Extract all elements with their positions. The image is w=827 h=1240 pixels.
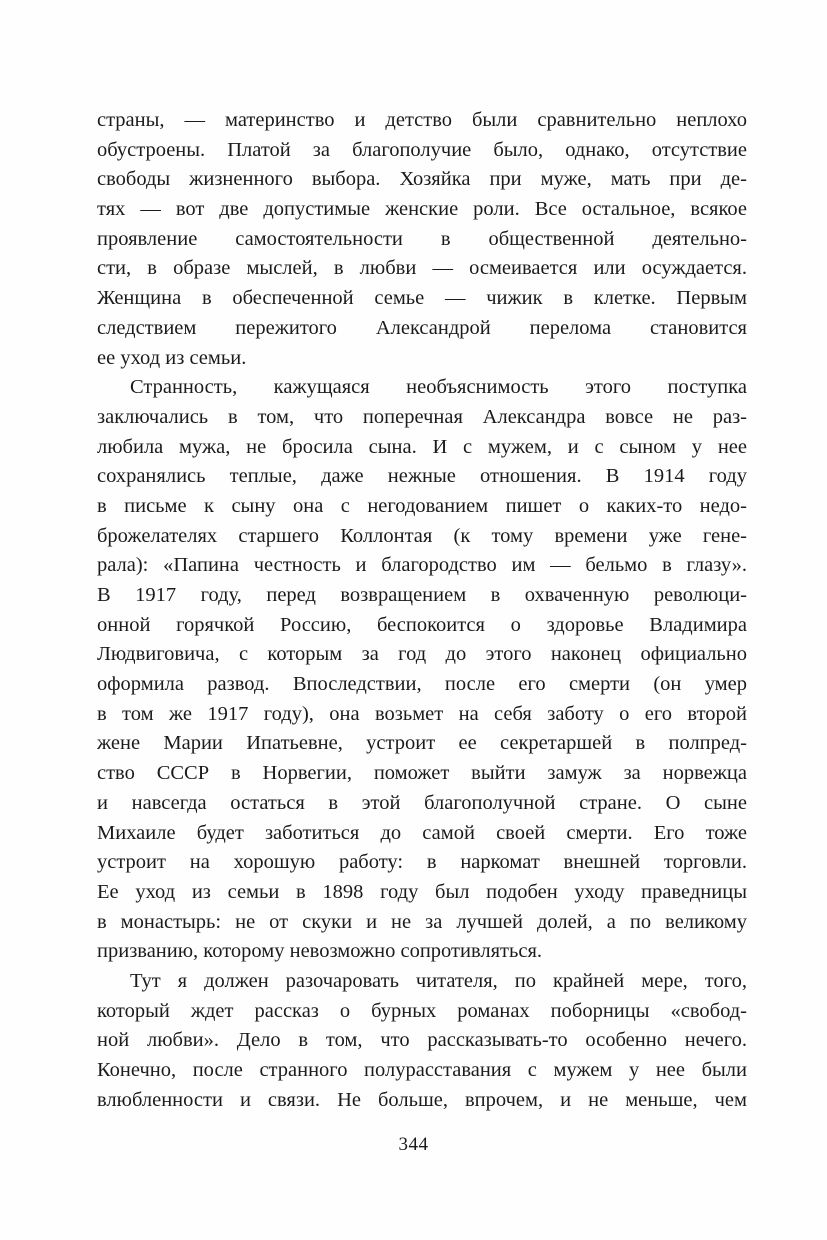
text-line: онной горячкой Россию, беспокоится о здоровье Владимира	[97, 613, 747, 636]
text-line: ее уход из семьи.	[97, 346, 247, 369]
text-line: в том же 1917 году), она возьмет на себя заботу о его второй	[97, 702, 747, 725]
text-line: Странность, кажущаяся необъяснимость этого поступка	[130, 376, 747, 399]
text-line: любила мужа, не бросила сына. И с мужем, и с сыном у нее	[97, 435, 747, 458]
text-line: Женщина в обеспеченной семье — чижик в клетке. Первым	[97, 287, 747, 310]
paragraph	[97, 106, 747, 373]
text-line: заключались в том, что поперечная Александра вовсе не раз-	[97, 405, 747, 428]
text-line: оформила развод. Впоследствии, после его смерти (он умер	[97, 673, 747, 696]
text-line: в письме к сыну она с негодованием пишет о каких-то недо-	[97, 494, 747, 517]
text-line: жене Марии Ипатьевне, устроит ее секретаршей в полпред-	[97, 732, 747, 755]
paragraph	[97, 967, 747, 1115]
text-line: Михаиле будет заботиться до самой своей смерти. Его тоже	[97, 821, 747, 844]
text-line: страны, — материнство и детство были сравнительно неплохо	[97, 109, 747, 131]
text-line: устроит на хорошую работу: в наркомат внешней торговли.	[97, 851, 747, 874]
text-line: Конечно, после странного полурасставания с мужем у нее были	[97, 1059, 747, 1081]
paragraph	[97, 373, 747, 967]
page-number: 344	[398, 1134, 429, 1155]
text-line: и навсегда остаться в этой благополучной стране. О сыне	[97, 791, 747, 814]
text-line: сохранялись теплые, даже нежные отношения. В 1914 году	[97, 465, 747, 488]
text-line: Ее уход из семьи в 1898 году был подобен уходу праведницы	[97, 880, 747, 903]
text-line: влюбленности и связи. Не больше, впрочем, и не меньше, чем	[97, 1088, 747, 1111]
text-line: В 1917 году, перед возвращением в охваченную революци-	[97, 584, 747, 606]
text-line: который ждет рассказ о бурных романах поборницы «свобод-	[97, 999, 747, 1022]
text-line: тях — вот две допустимые женские роли. Все остальное, всякое	[97, 198, 747, 221]
text-line: сти, в образе мыслей, в любви — осмеивается или осуждается.	[97, 257, 747, 280]
text-line: рала): «Папина честность и благородство им — бельмо в глазу».	[97, 554, 747, 577]
text-line: следствием пережитого Александрой перелома становится	[97, 316, 747, 339]
text-block	[97, 106, 747, 1115]
text-line: в монастырь: не от скуки и не за лучшей долей, а по великому	[97, 910, 747, 933]
text-line: ной любви». Дело в том, что рассказывать-то особенно нечего.	[97, 1029, 747, 1052]
text-line: обустроены. Платой за благополучие было, однако, отсутствие	[97, 138, 747, 161]
text-line: проявление самостоятельности в общественной деятельно-	[97, 227, 747, 250]
text-line: призванию, которому невозможно сопротивляться.	[97, 940, 542, 963]
text-line: свободы жизненного выбора. Хозяйка при муже, мать при де-	[97, 168, 747, 191]
text-line: Тут я должен разочаровать читателя, по крайней мере, того,	[130, 969, 747, 992]
text-line: брожелателях старшего Коллонтая (к тому времени уже гене-	[97, 524, 747, 547]
text-line: ство СССР в Норвегии, поможет выйти замуж за норвежца	[97, 762, 747, 785]
text-line: Людвиговича, с которым за год до этого наконец официально	[97, 643, 747, 666]
